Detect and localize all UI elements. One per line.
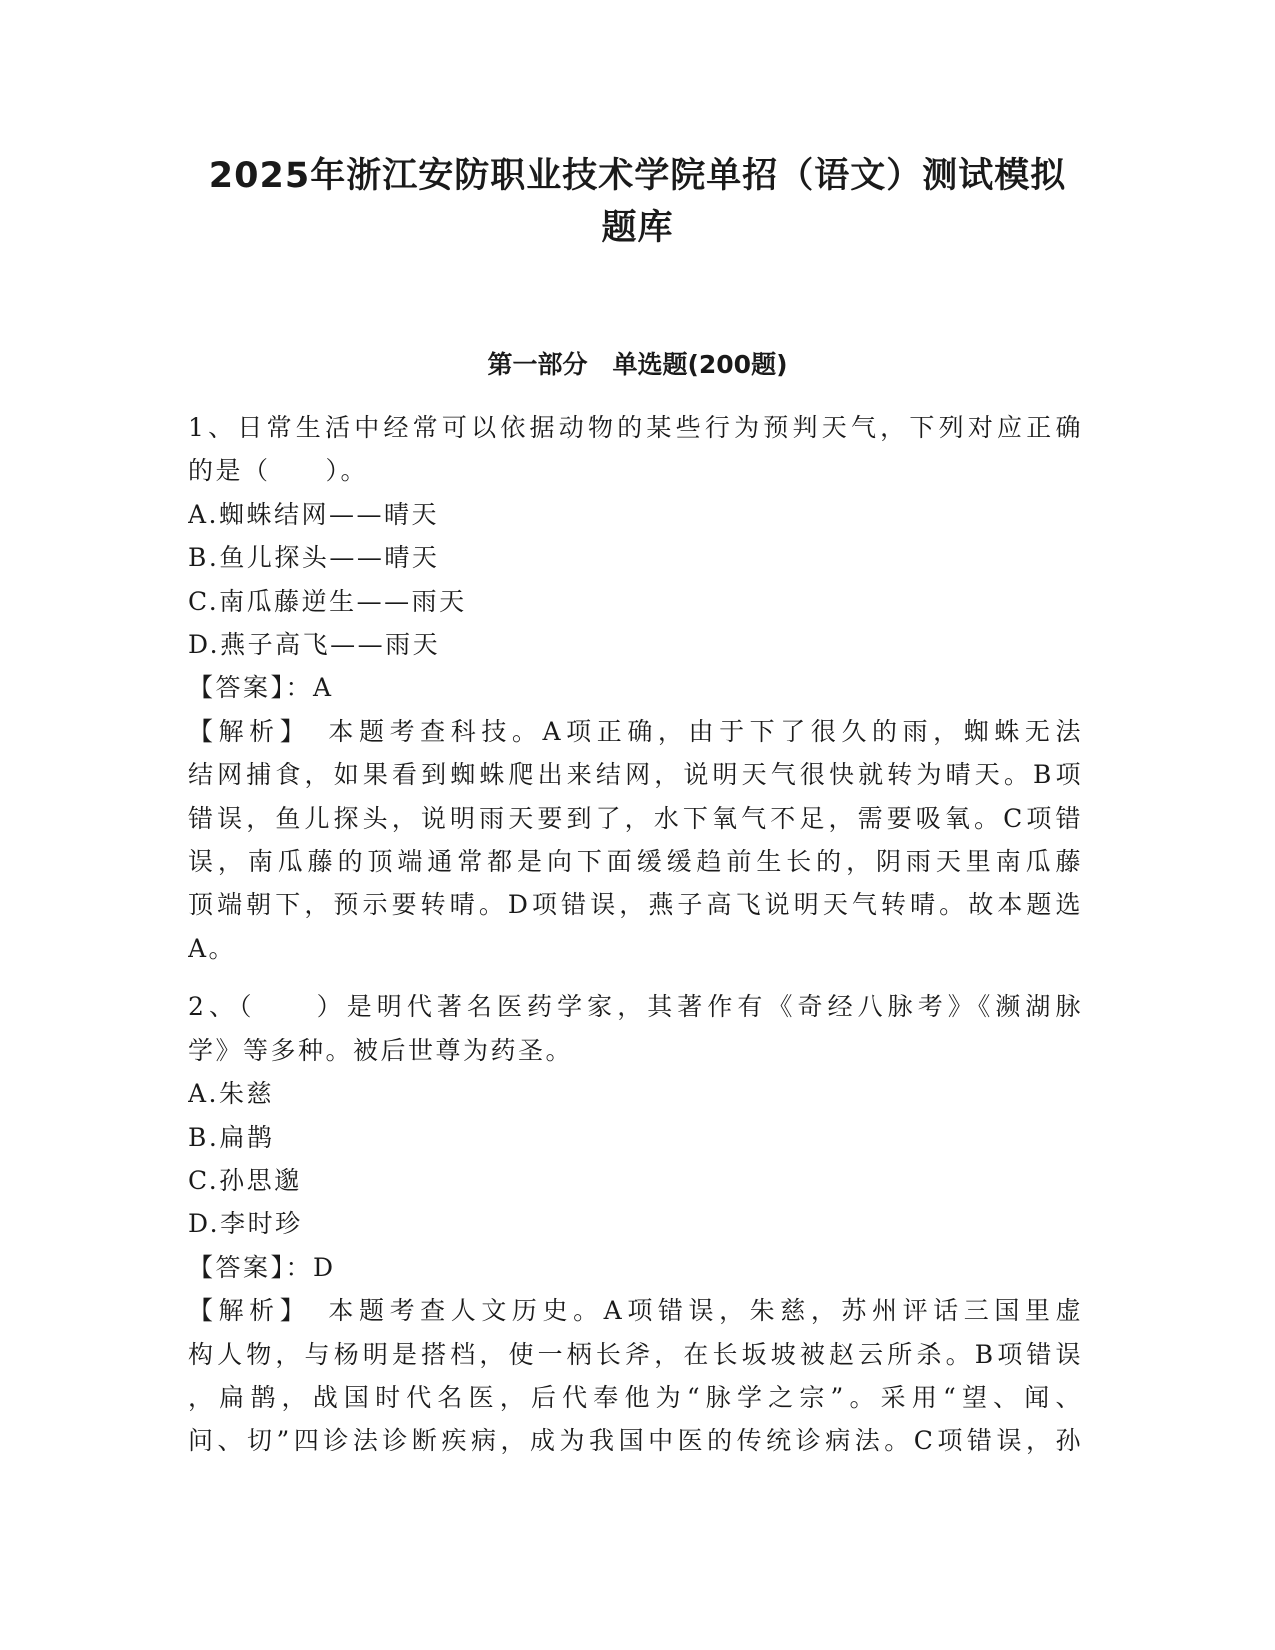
question-stem-line: 2、（ ）是明代著名医药学家，其著作有《奇经八脉考》《濒湖脉 <box>188 992 1083 1022</box>
question-stem-line: 1、日常生活中经常可以依据动物的某些行为预判天气，下列对应正确 <box>188 413 1083 442</box>
analysis-line: 顶端朝下，预示要转晴。D项错误，燕子高飞说明天气转晴。故本题选 <box>188 890 1083 920</box>
analysis-line: 【解析】 本题考查人文历史。A项错误，朱慈，苏州评话三国里虚 <box>188 1296 1083 1326</box>
analysis-line: ，扁鹊，战国时代名医，后代奉他为“脉学之宗”。采用“望、闻、 <box>188 1382 1083 1412</box>
question-list <box>188 406 1083 1478</box>
analysis-line: 问、切”四诊法诊断疾病，成为我国中医的传统诊病法。C项错误，孙 <box>188 1426 1083 1456</box>
question-stem-line: 学》等多种。被后世尊为药圣。 <box>188 1035 574 1065</box>
document-title-line-2: 题库 <box>601 208 674 248</box>
document-title <box>150 150 1125 254</box>
question-item <box>188 985 1083 1462</box>
option-a: A.朱慈 <box>188 1079 275 1109</box>
option-b: B.扁鹊 <box>188 1122 275 1152</box>
question-item <box>188 406 1083 970</box>
answer-line: 【答案】：D <box>188 1252 336 1282</box>
answer-line: 【答案】：A <box>188 673 334 703</box>
question-stem-line: 的是（ ）。 <box>188 456 369 486</box>
analysis-line: 结网捕食，如果看到蜘蛛爬出来结网，说明天气很快就转为晴天。B项 <box>188 760 1083 790</box>
section-title: 第一部分 单选题(200题) <box>487 350 788 379</box>
option-d: D.李时珍 <box>188 1209 303 1239</box>
analysis-line: 【解析】 本题考查科技。A项正确，由于下了很久的雨，蜘蛛无法 <box>188 716 1083 746</box>
document-title-line-1: 2025年浙江安防职业技术学院单招（语文）测试模拟 <box>208 156 1067 196</box>
option-d: D.燕子高飞——雨天 <box>188 630 441 660</box>
option-c: C.南瓜藤逆生——雨天 <box>188 586 467 616</box>
option-a: A.蜘蛛结网——晴天 <box>188 499 440 529</box>
option-c: C.孙思邈 <box>188 1165 302 1195</box>
analysis-line: 误，南瓜藤的顶端通常都是向下面缓缓趋前生长的，阴雨天里南瓜藤 <box>188 847 1083 877</box>
option-b: B.鱼儿探头——晴天 <box>188 543 440 573</box>
analysis-line: 构人物，与杨明是搭档，使一柄长斧，在长坂坡被赵云所杀。B项错误 <box>188 1339 1083 1369</box>
analysis-line: A。 <box>188 933 237 963</box>
analysis-line: 错误，鱼儿探头，说明雨天要到了，水下氧气不足，需要吸氧。C项错 <box>188 803 1083 833</box>
